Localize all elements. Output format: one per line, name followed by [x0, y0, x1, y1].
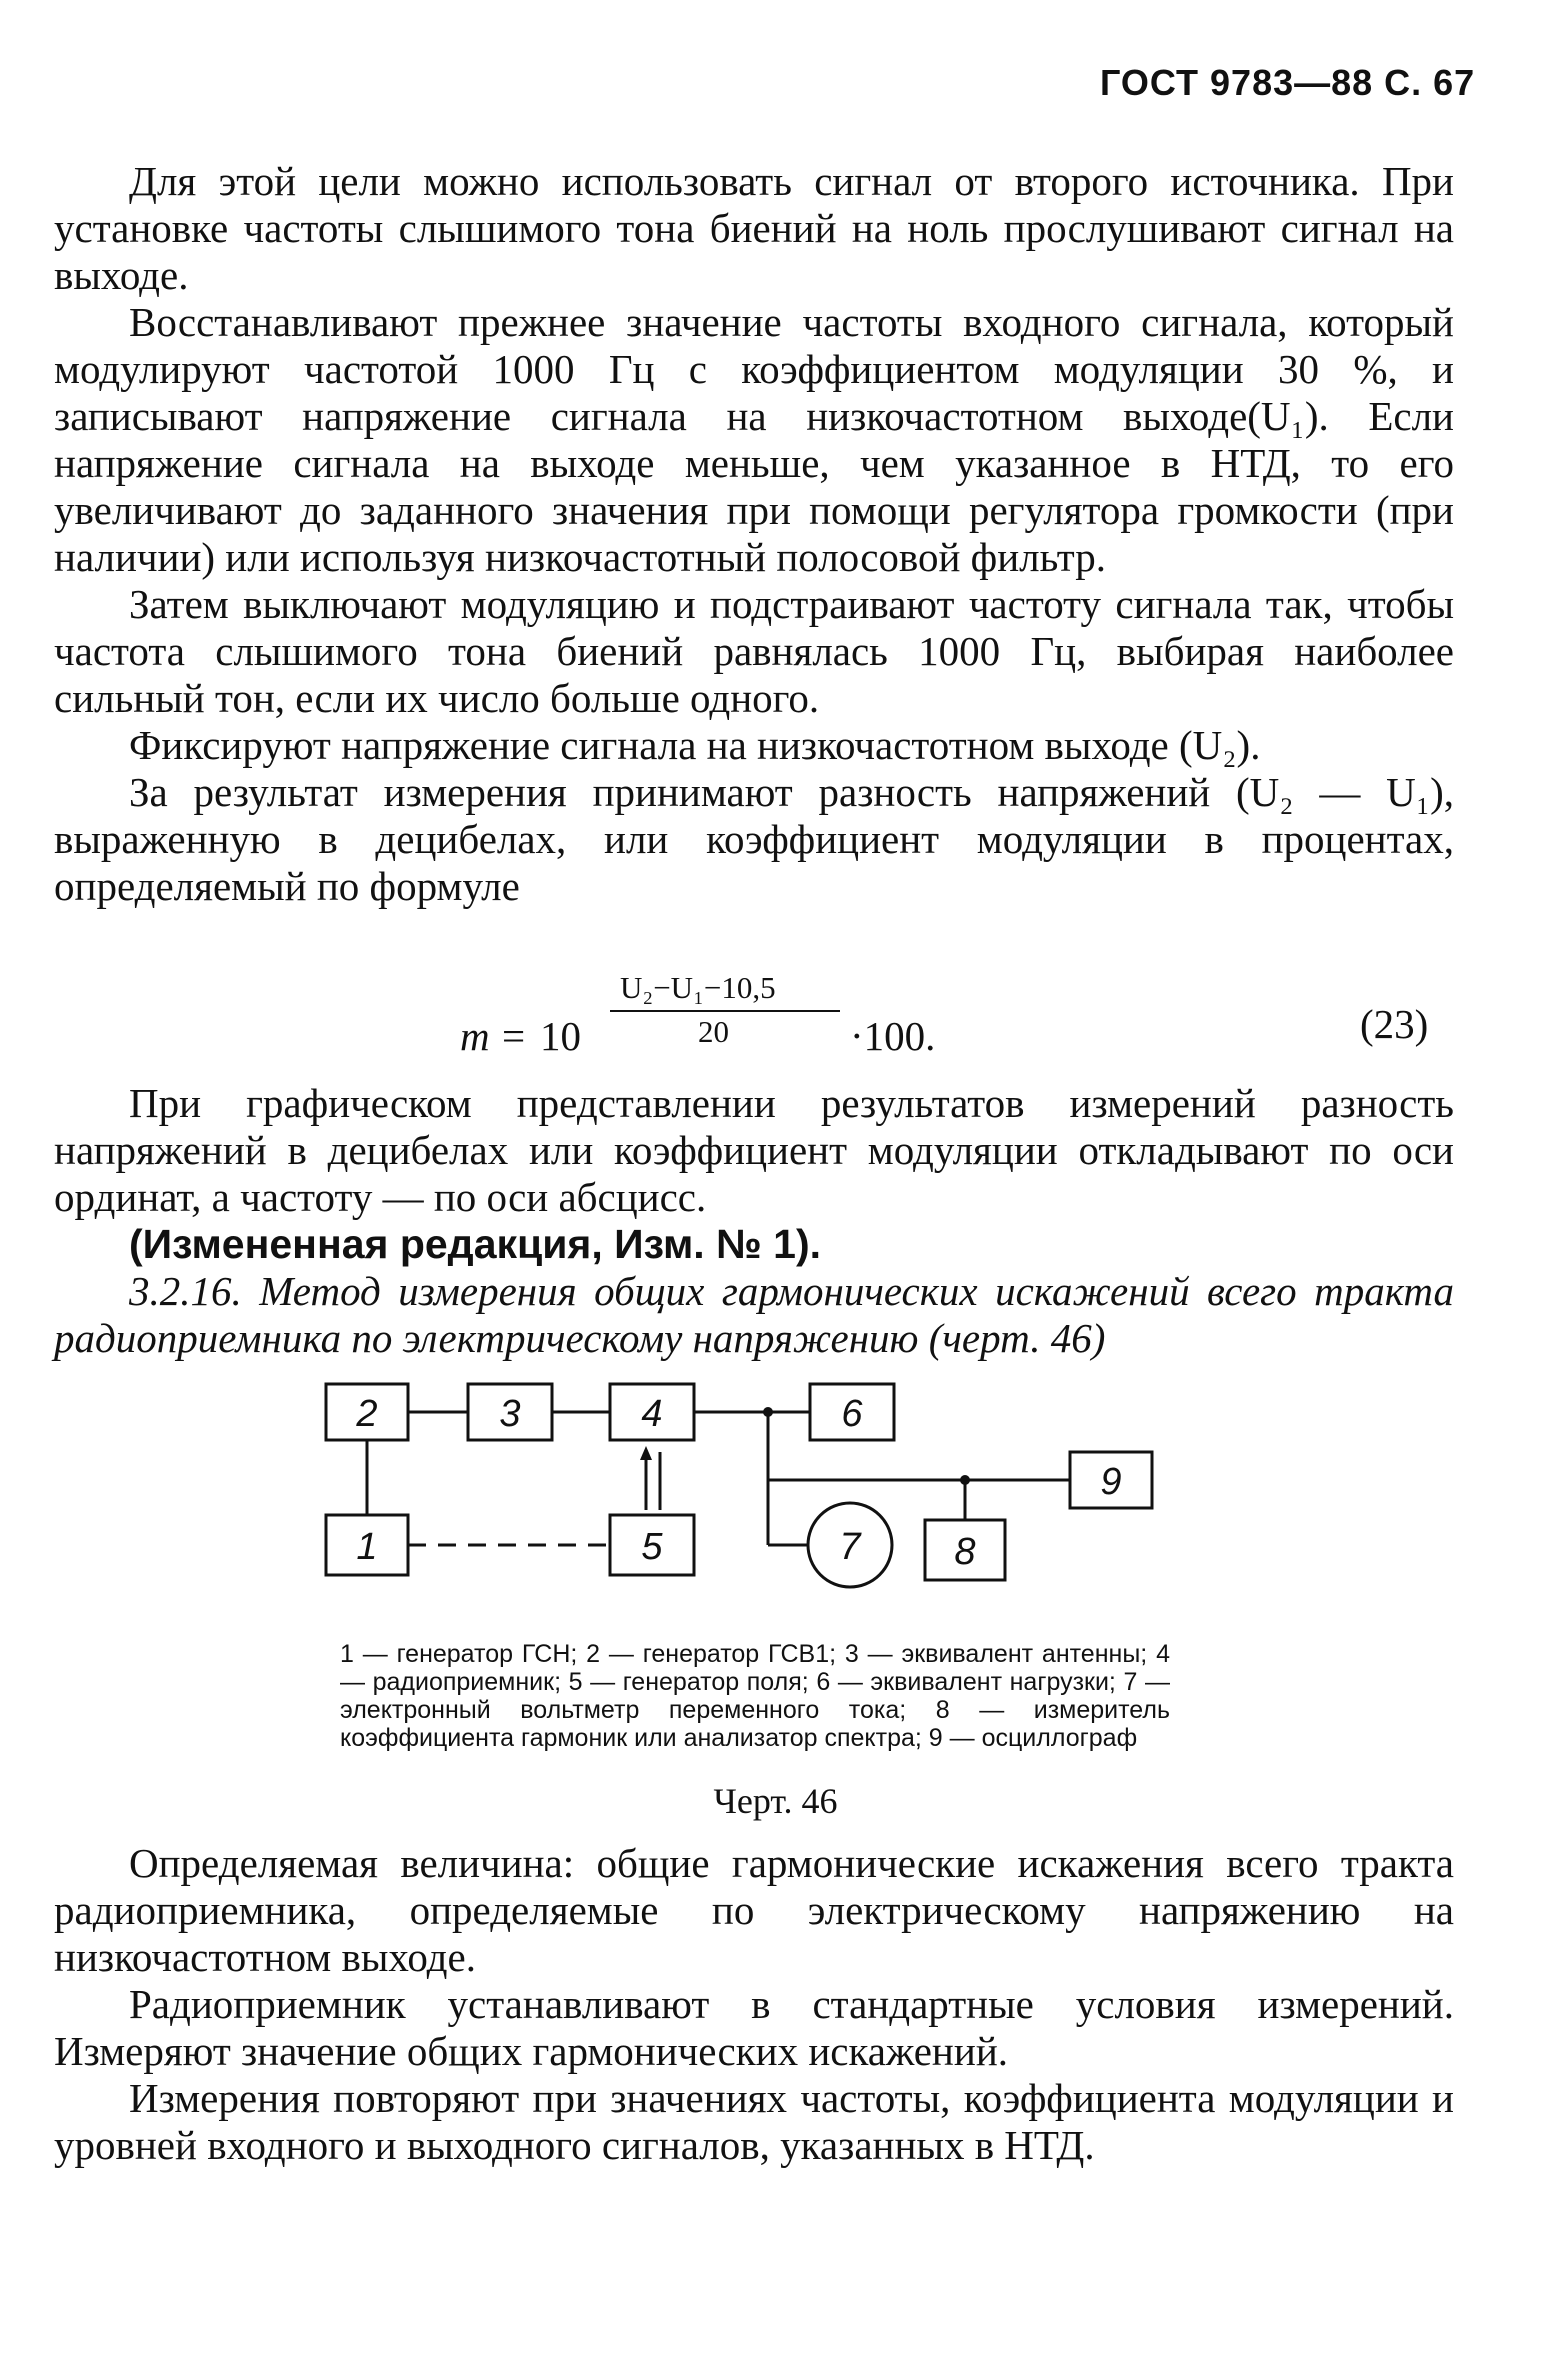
paragraph-6: При графическом представлении результатов измерений разность напряжений в децибелах или коэффициент модуляции откладывают по оси ординат, а частоту — по оси абсцисс.	[54, 1080, 1454, 1220]
page-header: ГОСТ 9783—88 С. 67	[1100, 62, 1476, 103]
label-9: 9	[1100, 1461, 1122, 1503]
formula-lhs: m	[460, 1013, 490, 1059]
paragraph-2: Восстанавливают прежнее значение частоты входного сигнала, который модулируют частотой 1000 Гц с коэффициентом модуляции 30 %, и записывают напряжение сигнала на низкочастотном выходе(U₁). Если напряжение сигнала на выходе меньше, чем указанное в НТД, то его увеличивают до заданного значения при помощи регулятора громкости (при наличии) или используя низкочастотный полосовой фильтр.	[54, 299, 1454, 580]
arrow-up-head	[640, 1446, 652, 1460]
label-8: 8	[954, 1531, 976, 1573]
label-3: 3	[499, 1393, 521, 1435]
label-6: 6	[841, 1393, 863, 1435]
formula-number: (23)	[1360, 1001, 1429, 1047]
label-7: 7	[839, 1526, 861, 1568]
block-diagram-chert-46	[320, 1360, 1200, 1630]
formula-tail: ·100.	[850, 1013, 936, 1059]
text-block-bottom	[54, 1840, 1454, 2169]
text-block-middle	[54, 1080, 1454, 1362]
junction-dot-1	[763, 1407, 773, 1417]
paragraph-4: Фиксируют напряжение сигнала на низкочастотном выходе (U₂).	[129, 722, 1261, 768]
formula-fraction-bar	[610, 1010, 840, 1012]
paragraph-7-amendment: (Измененная редакция, Изм. № 1).	[129, 1221, 822, 1267]
formula-base: 10	[540, 1013, 581, 1059]
paragraph-5: За результат измерения принимают разность напряжений (U₂ — U₁), выраженную в децибелах, или коэффициент модуляции в процентах, определяемый по формуле	[54, 769, 1454, 909]
label-4: 4	[641, 1393, 663, 1435]
junction-dot-2	[960, 1475, 970, 1485]
paragraph-10: Радиоприемник устанавливают в стандартные условия измерений. Измеряют значение общих гармонических искажений.	[54, 1981, 1454, 2074]
paragraph-11: Измерения повторяют при значениях частоты, коэффициента модуляции и уровней входного и выходного сигналов, указанных в НТД.	[54, 2075, 1454, 2168]
paragraph-8-section-3-2-16: 3.2.16. Метод измерения общих гармонических искажений всего тракта радиоприемника по электрическому напряжению (черт. 46)	[54, 1268, 1454, 1361]
formula-exponent-denominator: 20	[698, 1014, 729, 1049]
paragraph-9: Определяемая величина: общие гармонические искажения всего тракта радиоприемника, определяемые по электрическому напряжению на низкочастотном выходе.	[54, 1840, 1454, 1980]
label-2: 2	[356, 1393, 378, 1435]
paragraph-1: Для этой цели можно использовать сигнал от второго источника. При установке частоты слышимого тона биений на ноль прослушивают сигнал на выходе.	[54, 158, 1454, 298]
formula-equals: =	[502, 1013, 526, 1059]
formula-exponent-numerator: U₂−U₁−10,5	[620, 970, 776, 1005]
figure-caption: 1 — генератор ГСН; 2 — генератор ГСВ1; 3 — эквивалент антенны; 4 — радиоприемник; 5 — генератор поля; 6 — эквивалент нагрузки; 7 — электронный вольтметр переменного тока; 8 — измеритель коэффициента гармоник или анализатор спектра; 9 — осциллограф	[340, 1640, 1170, 1752]
formula-23	[440, 970, 1440, 1080]
label-1: 1	[356, 1526, 378, 1568]
paragraph-3: Затем выключают модуляцию и подстраивают частоту сигнала так, чтобы частота слышимого тона биений равнялась 1000 Гц, выбирая наиболее сильный тон, если их число больше одного.	[54, 581, 1454, 721]
figure-title: Черт. 46	[713, 1781, 838, 1821]
label-5: 5	[641, 1526, 663, 1568]
text-block-top	[54, 158, 1454, 910]
